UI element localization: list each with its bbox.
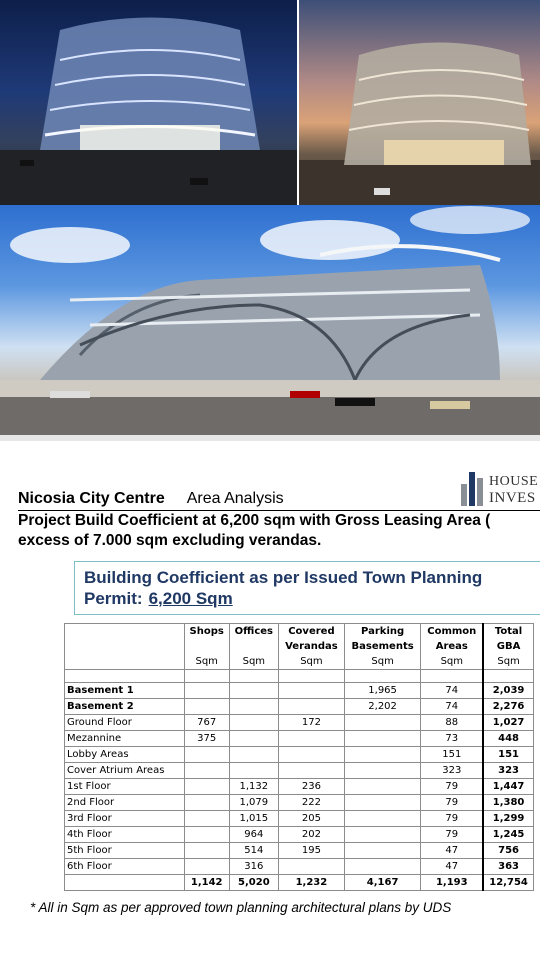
row-label: 6th Floor (65, 859, 185, 875)
table-cell (279, 859, 345, 875)
table-cell: 205 (279, 811, 345, 827)
table-cell (184, 811, 229, 827)
table-cell (344, 859, 421, 875)
total-cell: 1,232 (279, 875, 345, 891)
table-cell (184, 859, 229, 875)
table-cell: 514 (229, 843, 278, 859)
table-cell: 2,039 (483, 683, 533, 699)
document-title: Nicosia City Centre (18, 490, 165, 507)
table-cell: 172 (279, 715, 345, 731)
table-cell: 964 (229, 827, 278, 843)
unit-cell: Sqm (421, 654, 483, 670)
row-label: 5th Floor (65, 843, 185, 859)
table-row (65, 747, 534, 763)
table-cell: 323 (421, 763, 483, 779)
unit-cell: Sqm (184, 654, 229, 670)
table-cell: 1,299 (483, 811, 533, 827)
table-cell: 2,202 (344, 699, 421, 715)
table-cell: 222 (279, 795, 345, 811)
table-cell: 1,965 (344, 683, 421, 699)
table-cell (344, 811, 421, 827)
permit-box (74, 561, 540, 615)
table-row (65, 763, 534, 779)
table-cell (229, 699, 278, 715)
summary-line1: Project Build Coefficient at 6,200 sqm with Gross Leasing Area ( (18, 512, 491, 529)
col-header: Basements (344, 639, 421, 654)
col-header: Common (421, 624, 483, 640)
table-cell: 151 (421, 747, 483, 763)
table-cell (344, 795, 421, 811)
table-cell: 1,027 (483, 715, 533, 731)
table-row (65, 779, 534, 795)
table-cell: 1,447 (483, 779, 533, 795)
row-label: Basement 2 (65, 699, 185, 715)
permit-heading: Building Coefficient as per Issued Town Planning (84, 568, 483, 587)
table-cell (184, 843, 229, 859)
table-cell: 767 (184, 715, 229, 731)
table-cell (279, 731, 345, 747)
table-cell: 79 (421, 779, 483, 795)
row-label: Mezannine (65, 731, 185, 747)
table-cell (184, 827, 229, 843)
building-render-night (0, 0, 297, 205)
table-cell (279, 763, 345, 779)
table-cell: 202 (279, 827, 345, 843)
row-label: Ground Floor (65, 715, 185, 731)
table-row (65, 811, 534, 827)
table-cell (229, 763, 278, 779)
footnote: * All in Sqm as per approved town planning architectural plans by UDS (30, 900, 452, 915)
table-cell: 363 (483, 859, 533, 875)
logo-line1: HOUSE (489, 474, 539, 489)
area-analysis-table (64, 623, 534, 891)
table-cell (279, 683, 345, 699)
table-cell: 323 (483, 763, 533, 779)
permit-line (84, 588, 540, 609)
table-row (65, 859, 534, 875)
table-cell: 1,380 (483, 795, 533, 811)
table-cell (344, 779, 421, 795)
table-header-row (65, 624, 534, 640)
table-row (65, 827, 534, 843)
table-cell: 1,132 (229, 779, 278, 795)
row-label: 1st Floor (65, 779, 185, 795)
table-row (65, 699, 534, 715)
table-cell (229, 731, 278, 747)
table-cell: 316 (229, 859, 278, 875)
image-divider (0, 435, 540, 441)
table-cell: 1,015 (229, 811, 278, 827)
col-header: Total (483, 624, 533, 640)
table-cell: 74 (421, 699, 483, 715)
table-cell (279, 699, 345, 715)
permit-label: Permit: (84, 589, 143, 608)
row-label: 4th Floor (65, 827, 185, 843)
table-cell: 2,276 (483, 699, 533, 715)
table-row (65, 795, 534, 811)
table-cell (344, 843, 421, 859)
table-cell (184, 699, 229, 715)
col-header: Offices (229, 624, 278, 640)
total-cell: 5,020 (229, 875, 278, 891)
table-cell (344, 827, 421, 843)
table-cell (184, 779, 229, 795)
table-cell: 448 (483, 731, 533, 747)
col-header: Covered (279, 624, 345, 640)
table-cell (184, 795, 229, 811)
table-cell (279, 747, 345, 763)
table-unit-row (65, 654, 534, 670)
table-cell: 79 (421, 811, 483, 827)
unit-cell: Sqm (483, 654, 533, 670)
col-header: Verandas (279, 639, 345, 654)
table-cell: 1,079 (229, 795, 278, 811)
table-cell: 756 (483, 843, 533, 859)
col-header (184, 639, 229, 654)
table-cell: 375 (184, 731, 229, 747)
summary-line2: excess of 7.000 sqm excluding verandas. (18, 532, 322, 549)
table-row (65, 683, 534, 699)
row-label: Lobby Areas (65, 747, 185, 763)
row-label: 2nd Floor (65, 795, 185, 811)
document-subtitle: Area Analysis (186, 490, 284, 507)
table-row (65, 715, 534, 731)
table-spacer-row (65, 670, 534, 683)
row-label: Basement 1 (65, 683, 185, 699)
table-cell: 236 (279, 779, 345, 795)
building-render-dusk (299, 0, 540, 205)
table-cell: 47 (421, 859, 483, 875)
col-header: Parking (344, 624, 421, 640)
document-header (18, 490, 540, 511)
table-cell (229, 715, 278, 731)
table-cell: 195 (279, 843, 345, 859)
row-label: 3rd Floor (65, 811, 185, 827)
table-cell: 74 (421, 683, 483, 699)
table-cell: 79 (421, 795, 483, 811)
row-label: Cover Atrium Areas (65, 763, 185, 779)
total-cell: 1,193 (421, 875, 483, 891)
total-cell: 12,754 (483, 875, 533, 891)
table-cell: 88 (421, 715, 483, 731)
table-cell (229, 683, 278, 699)
permit-value: 6,200 Sqm (148, 589, 233, 608)
col-header (229, 639, 278, 654)
table-cell (184, 747, 229, 763)
table-row (65, 731, 534, 747)
table-header-row2 (65, 639, 534, 654)
table-cell: 47 (421, 843, 483, 859)
table-totals-row (65, 875, 534, 891)
unit-cell: Sqm (279, 654, 345, 670)
total-cell: 4,167 (344, 875, 421, 891)
col-header: GBA (483, 639, 533, 654)
table-cell (184, 763, 229, 779)
table-cell (344, 731, 421, 747)
table-cell (344, 763, 421, 779)
table-cell: 79 (421, 827, 483, 843)
table-cell (229, 747, 278, 763)
col-header: Shops (184, 624, 229, 640)
total-cell: 1,142 (184, 875, 229, 891)
table-cell (344, 747, 421, 763)
building-render-day (0, 205, 540, 435)
col-header: Areas (421, 639, 483, 654)
table-row (65, 843, 534, 859)
unit-cell: Sqm (229, 654, 278, 670)
unit-cell: Sqm (344, 654, 421, 670)
table-cell: 73 (421, 731, 483, 747)
logo-line2: INVES (489, 490, 536, 506)
table-cell (344, 715, 421, 731)
table-cell: 1,245 (483, 827, 533, 843)
table-cell (184, 683, 229, 699)
table-cell: 151 (483, 747, 533, 763)
